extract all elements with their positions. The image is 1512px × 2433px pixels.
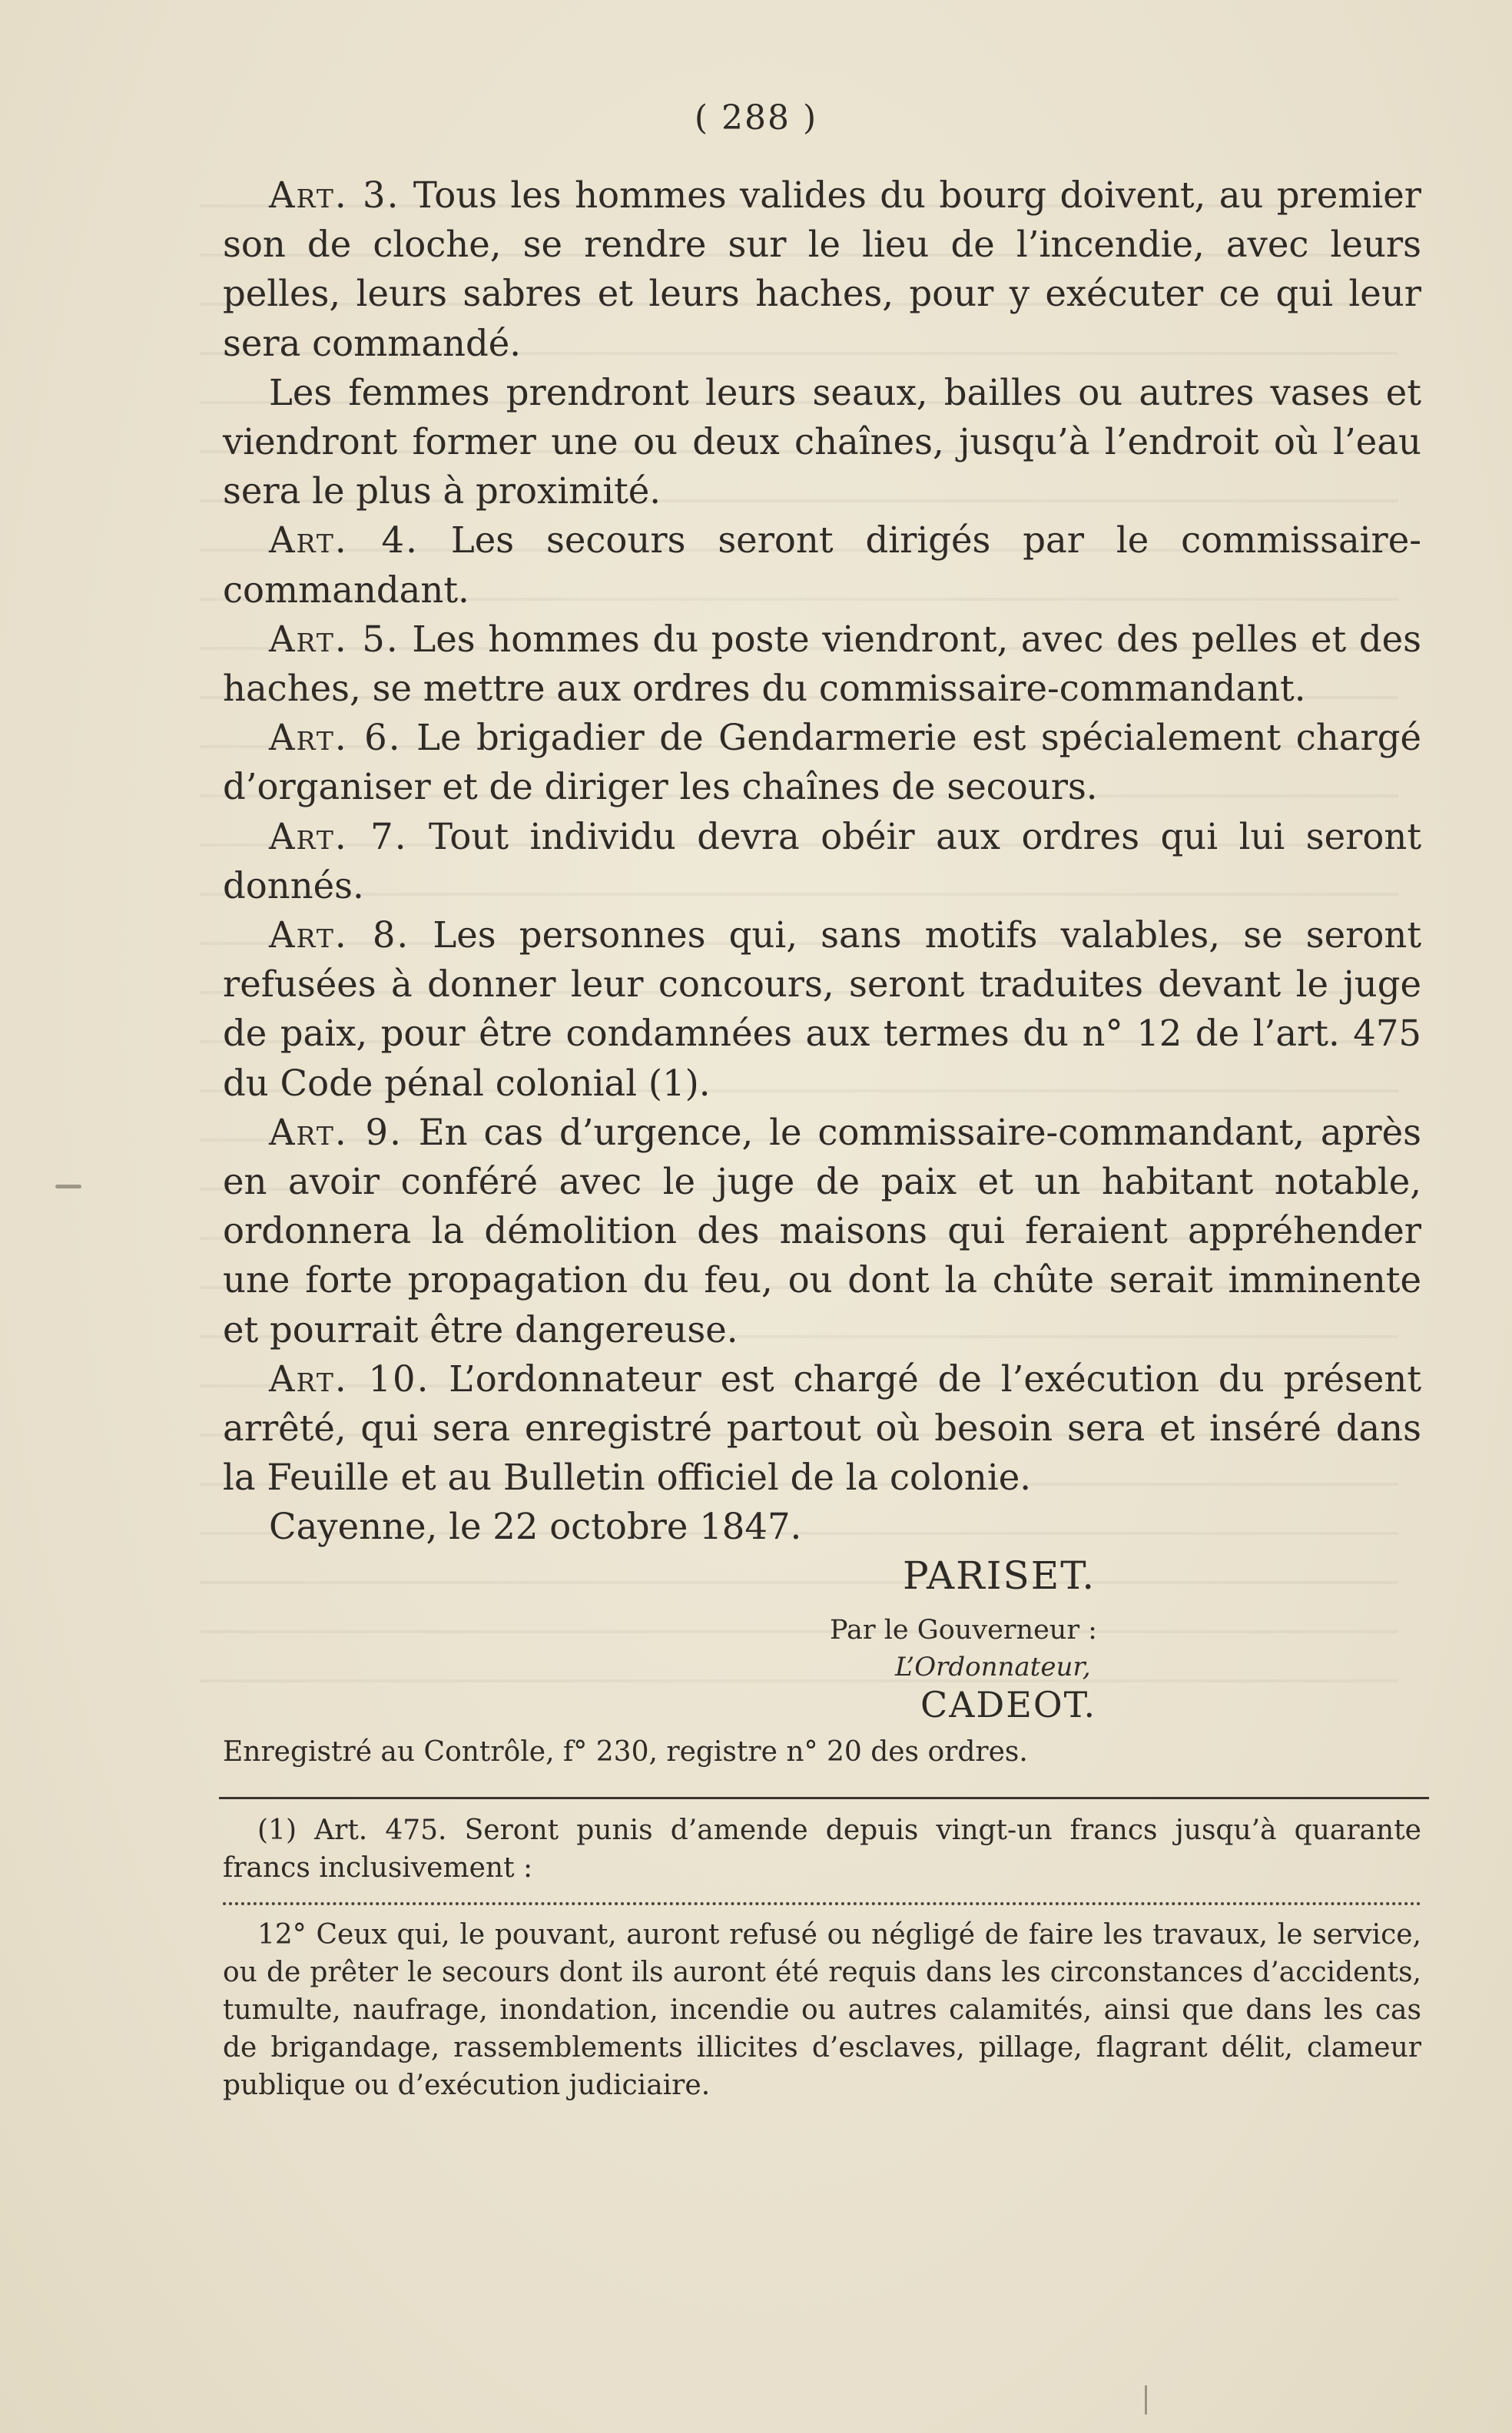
page-number: ( 288 ): [694, 98, 818, 138]
article-text: Tous les hommes valides du bourg doivent, au premier son de cloche, se rendre sur le lieu de l’incendie, avec leurs pelles, leurs sabres et leurs haches, pour y exécuter ce qui leur sera commandé.: [223, 174, 1421, 364]
article-text: En cas d’urgence, le commissaire-commandant, après en avoir conféré avec le juge de paix et un habitant notable, ordonnera la démolition des maisons qui feraient appréhender une forte propagation du feu, ou dont la chûte serait imminente et pourrait être dangereuse.: [223, 1111, 1422, 1351]
article-6: [223, 713, 1421, 811]
article-4: [223, 515, 1421, 614]
article-label: Art. 6.: [269, 717, 402, 759]
footnote: [223, 1811, 1421, 2104]
article-text: L’ordonnateur est chargé de l’exécution du présent arrêté, qui sera enregistré partout où besoin sera et inséré dans la Feuille et au Bulletin officiel de la colonie.: [223, 1357, 1422, 1499]
article-text: Tout individu devra obéir aux ordres qui lui seront donnés.: [223, 815, 1422, 907]
article-10: [223, 1354, 1421, 1503]
article-label: Art. 3.: [269, 174, 400, 216]
article-8: [223, 910, 1421, 1108]
article-3: [223, 171, 1421, 368]
signatory-by-line: Par le Gouverneur :: [830, 1615, 1097, 1646]
ellipsis-dotted-line: [223, 1902, 1421, 1905]
article-3-continuation: [223, 368, 1421, 516]
article-label: Art. 7.: [269, 815, 408, 857]
date-text: Cayenne, le 22 octobre 1847.: [269, 1506, 802, 1548]
article-text: Les personnes qui, sans motifs valables, se seront refusées à donner leur concours, seront traduites devant le juge de paix, pour être condamnées aux termes du n° 12 de l’art. 475 du Code pénal colonial (1).: [223, 914, 1422, 1104]
footnote-item: 12° Ceux qui, le pouvant, auront refusé ou négligé de faire les travaux, le service, ou de prêter le secours dont ils auront été requis dans les circonstances d’accidents, tumulte, naufrage, inondation, incendie ou autres calamités, ainsi que dans les cas de brigandage, rassemblements illicites d’esclaves, pillage, flagrant délit, clameur publique ou d’exécution judiciaire.: [223, 1919, 1421, 2101]
article-label: Art. 8.: [269, 914, 410, 956]
date-line: [223, 1502, 1421, 1551]
page-blemish: [1145, 2385, 1147, 2415]
registration-line: Enregistré au Contrôle, f° 230, registre n° 20 des ordres.: [223, 1736, 1028, 1768]
article-label: Art. 4.: [269, 519, 419, 562]
article-text: Les femmes prendront leurs seaux, bailles ou autres vases et viendront former une ou deux chaînes, jusqu’à l’endroit où l’eau sera le plus à proximité.: [223, 371, 1421, 512]
article-9: [223, 1108, 1421, 1354]
page-blemish: [55, 1185, 81, 1188]
body-text: [223, 171, 1421, 1552]
article-text: Les secours seront dirigés par le commissaire-commandant.: [223, 519, 1422, 611]
article-7: [223, 812, 1421, 910]
countersignatory-name: CADEOT.: [920, 1684, 1097, 1725]
article-label: Art. 9.: [269, 1111, 403, 1153]
article-label: Art. 5.: [269, 618, 400, 660]
footnote-intro: (1) Art. 475. Seront punis d’amende depuis vingt-un francs jusqu’à quarante francs inclusivement :: [223, 1815, 1421, 1884]
signatory-role: L’Ordonnateur,: [895, 1652, 1091, 1682]
article-text: Les hommes du poste viendront, avec des pelles et des haches, se mettre aux ordres du commissaire-commandant.: [223, 618, 1422, 710]
article-5: [223, 615, 1421, 713]
article-text: Le brigadier de Gendarmerie est spécialement chargé d’organiser et de diriger les chaînes de secours.: [223, 717, 1422, 808]
article-label: Art. 10.: [269, 1357, 430, 1400]
footnote-rule: [219, 1797, 1429, 1799]
signatory-name: PARISET.: [903, 1553, 1096, 1598]
